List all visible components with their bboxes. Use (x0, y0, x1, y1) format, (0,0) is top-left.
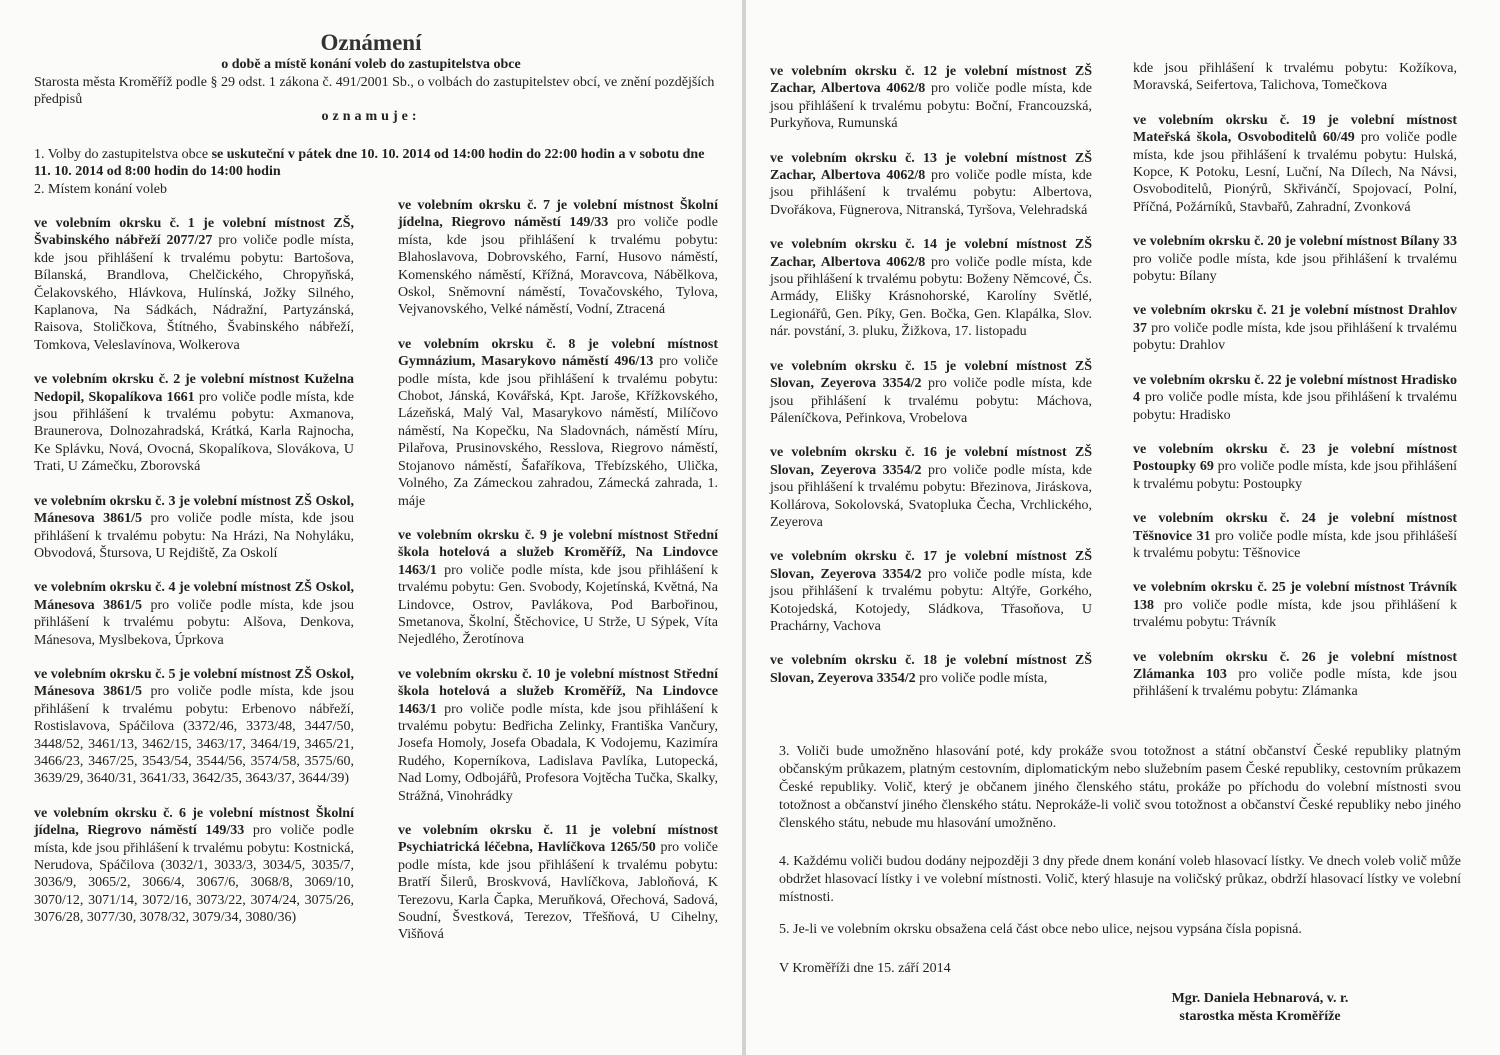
district-item (1133, 649, 1457, 701)
district-item (770, 236, 1092, 340)
document-date: V Kroměříži dne 15. září 2014 (779, 961, 951, 976)
district-head: ve volebním okrsku č. 16 je volební místnost ZŠ Slovan, Zeyerova 3354/2 (770, 445, 1092, 478)
district-head: ve volebním okrsku č. 23 je volební místnost Postoupky 69 (1133, 441, 1457, 475)
district-head: ve volebním okrsku č. 22 je volební místnost Hradisko 4 (1133, 372, 1457, 406)
district-body: pro voliče podle místa, kde jsou přihlášení k trvalému pobytu: Drahlov (1133, 320, 1457, 354)
point-1 (34, 146, 714, 181)
district-body: pro voliče podle místa, kde jsou přihlášeší k trvalému pobytu: Těšnovice (1133, 528, 1457, 561)
district-body: pro voliče podle místa, kde jsou přihlášení k trvalému pobytu: Bedřicha Zelinky, Františka Vančury, Josefa Homoly, Josefa Obadala, K Vodojemu, Kazimíra Rudého, Koperníkova, Ladislava Pavlíka, Lutopecká, Nad Lomy, Odbojářů, Profesora Vojtěcha Tučka, Skalky, Strážná, Vinohrádky (398, 701, 718, 804)
district-body: pro voliče podle místa, kde jsou přihlášení k trvalému pobytu: Albertova, Dvořákova, Fügnerova, Nitranská, Tyršova, Velehradská (770, 168, 1092, 218)
district-item (34, 371, 354, 475)
intro-text: Starosta města Kroměříž podle § 29 odst. 1 zákona č. 491/2001 Sb., o volbách do zastupitelstev obcí, ve znění pozdějších předpisů (34, 75, 715, 108)
district-body: pro voliče podle místa, kde jsou přihlášení k trvalému pobytu: Alšova, Denkova, Mánesova, Myslbekova, Úprkova (34, 597, 354, 648)
district-head: ve volebním okrsku č. 5 je volební místnost ZŠ Oskol, Mánesova 3861/5 (34, 666, 354, 700)
district-head: ve volebním okrsku č. 7 je volební místnost Školní jídelna, Riegrovo náměstí 149/33 (398, 198, 718, 231)
district-body: pro voliče podle místa, kde jsou přihlášení k trvalému pobytu: Hradisko (1133, 390, 1457, 423)
point-1-date: se uskuteční v pátek dne 10. 10. 2014 od 14:00 hodin do 22:00 hodin a v sobotu dne 11. 10. 2014 od 8:00 hodin do 14:00 hodin (34, 147, 705, 180)
column-2 (398, 197, 718, 944)
announce-heading: oznamuje: (321, 109, 421, 124)
district-head: ve volebním okrsku č. 24 je volební místnost Těšnovice 31 (1133, 511, 1457, 544)
district-head: ve volebním okrsku č. 12 je volební místnost ZŠ Zachar, Albertova 4062/8 (770, 64, 1092, 97)
district-item (770, 150, 1092, 220)
document-title: Oznámení (320, 30, 422, 55)
district-item (398, 336, 718, 510)
district-body: pro voliče podle místa, kde jsou přihlášení k trvalému pobytu: Erbenovo nábřeží, Rostislavova, Spáčilova (3372/46, 3373/48, 3447/50, 3448/52, 3461/13, 3462/15, 3463/17, 3464/19, 3465/21, 3466/23, 3467/25, 3543/54, 3544/56, 3574/58, 3575/60, 3639/29, 3640/31, 3641/33, 3642/35, 3643/37, 3644/39) (34, 684, 354, 787)
district-head: ve volebním okrsku č. 25 je volební místnost Trávník 138 (1133, 580, 1457, 613)
district-item (1133, 510, 1457, 562)
district-head: ve volebním okrsku č. 3 je volební místnost ZŠ Oskol, Mánesova 3861/5 (34, 493, 354, 527)
point-2: 2. Místem konání voleb (34, 182, 167, 197)
district-item (34, 579, 354, 649)
district-item (398, 197, 718, 319)
district-head: ve volebním okrsku č. 15 je volební místnost ZŠ Slovan, Zeyerova 3354/2 (770, 358, 1092, 392)
district-head: ve volebním okrsku č. 26 je volební místnost Zlámanka 103 (1133, 649, 1457, 682)
district-head: ve volebním okrsku č. 21 je volební místnost Drahlov 37 (1133, 303, 1457, 336)
district-item (770, 358, 1092, 428)
district-head: ve volebním okrsku č. 19 je volební místnost Mateřská škola, Osvoboditelů 60/49 (1133, 112, 1457, 146)
point-3: 3. Voliči bude umožněno hlasování poté, kdy prokáže svou totožnost a státní občanství České republiky platným občanským průkazem, platným cestovním, diplomatickým nebo služebním pasem České republiky, cestovním průkazem České republiky. Volič, který je občanem jiného členského státu, prokáže po příchodu do volební místnosti svou totožnost a občanství jiného členského státu. Neprokáže-li volič svou totožnost a občanství České republiky nebo jiného členského státu, nebude mu hlasování umožněno. (779, 744, 1461, 831)
district-head: ve volebním okrsku č. 10 je volební místnost Střední škola hotelová a služeb Kroměříž, Na Lindovce 1463/1 (398, 666, 718, 717)
district-continuation (1133, 60, 1457, 95)
district-item (1133, 233, 1457, 285)
district-body: pro voliče podle místa, kde jsou přihlášení k trvalému pobytu: Chobot, Jánská, Kovářská, Kpt. Jaroše, Křížkovského, Lázeňská, Malý Val, Masarykovo náměstí, Milíčovo náměstí, Na Kopečku, Na Sladovnách, náměstí Míru, Pilařova, Prusinovského, Resslova, Riegrovo náměstí, Stojanovo náměstí, Šafaříkova, Třebízského, Ulička, Volného, Za Zámeckou zahradou, Zámecká zahrada, 1. máje (398, 354, 719, 509)
district-head: ve volebním okrsku č. 9 je volební místnost Střední škola hotelová a služeb Kroměříž, Na Lindovce 1463/1 (398, 527, 718, 578)
district-head: ve volebním okrsku č. 11 je volební místnost Psychiatrická léčebna, Havlíčkova 1265/50 (398, 823, 718, 856)
district-item (1133, 112, 1457, 216)
document-subtitle: o době a místě konání voleb do zastupitelstva obce (221, 57, 521, 72)
district-item (770, 652, 1092, 687)
district-head: ve volebním okrsku č. 13 je volební místnost ZŠ Zachar, Albertova 4062/8 (770, 150, 1092, 184)
district-body: pro voliče podle místa, kde jsou přihlášení k trvalému pobytu: Blahoslavova, Dobrovského, Farní, Husovo náměstí, Komenského náměstí, Křížná, Moravcova, Nábělkova, Oskol, Sněmovní náměstí, Tovačovského, Tylova, Vejvanovského, Velké náměstí, Vodní, Ztracená (398, 215, 718, 318)
district-head: ve volebním okrsku č. 6 je volební místnost Školní jídelna, Riegrovo náměstí 149/33 (34, 805, 354, 839)
district-body: pro voliče podle místa, kde jsou přihlášení k trvalému pobytu: Na Hrázi, Na Nohyláku, Obvodová, Štursova, U Rejdiště, Za Oskolí (34, 511, 354, 561)
district-body: pro voliče podle místa, kde jsou přihlášení k trvalému pobytu: Březinova, Jiráskova, Kollárova, Sokolovská, Svatopluka Čecha, Vrchlického, Zeyerova (770, 462, 1092, 530)
signature-role: starostka města Kroměříže (1179, 1009, 1341, 1024)
district-body: pro voliče podle místa, kde jsou přihlášení k trvalému pobytu: Bílany (1133, 251, 1457, 285)
district-item (1133, 441, 1457, 493)
district-item (398, 666, 718, 805)
district-head: ve volebním okrsku č. 18 je volební místnost ZŠ Slovan, Zeyerova 3354/2 (770, 653, 1092, 686)
district-head: ve volebním okrsku č. 4 je volební místnost ZŠ Oskol, Mánesova 3861/5 (34, 580, 354, 613)
district-head: ve volebním okrsku č. 2 je volební místnost Kuželna Nedopil, Skopalíkova 1661 (34, 372, 354, 405)
column-1 (34, 215, 354, 927)
district-item (34, 215, 354, 354)
district-item (1133, 372, 1457, 424)
point-1-prefix: 1. Volby do zastupitelstva obce (34, 147, 212, 162)
district-body: pro voliče podle místa, kde jsou přihlášení k trvalému pobytu: Máchova, Páleníčkova, Peřinkova, Vrobelova (770, 376, 1092, 426)
district-item (770, 548, 1092, 635)
district-head: ve volebním okrsku č. 17 je volební místnost ZŠ Slovan, Zeyerova 3354/2 (770, 549, 1092, 582)
district-body: pro voliče podle místa, (915, 670, 1048, 686)
district-item (1133, 579, 1457, 631)
district-head: ve volebním okrsku č. 20 je volební místnost Bílany 33 (1133, 234, 1457, 250)
district-body: pro voliče podle místa, kde jsou přihlášení k trvalému pobytu: Postoupky (1133, 459, 1457, 492)
district-body: pro voliče podle místa, kde jsou přihlášení k trvalému pobytu: Hulská, Kopce, K Potoku, Lesní, Luční, Na Dílech, Na Návsi, Osvoboditelů, Pionýrů, Skřivánčí, Spojovací, Polní, Příčná, Požárníků, Stavbařů, Zahradní, Zvonková (1133, 130, 1457, 215)
district-head: ve volebním okrsku č. 8 je volební místnost Gymnázium, Masarykovo náměstí 496/13 (398, 336, 718, 370)
district-item (398, 527, 718, 649)
district-item (1133, 302, 1457, 354)
district-body: pro voliče podle místa, kde jsou přihlášení k trvalému pobytu: Gen. Svobody, Kojetínská, Květná, Na Lindovce, Ostrov, Pavlákova, Pod Barbořinou, Smetanova, Školní, Štěchovice, U Strže, U Sýpek, Víta Nejedlého, Žerotínova (398, 562, 718, 648)
point-5: 5. Je-li ve volebním okrsku obsažena celá část obce nebo ulice, nejsou vypsána čísla popisná. (779, 922, 1302, 937)
district-item (34, 493, 354, 563)
signature-block (1130, 990, 1390, 1026)
district-body: pro voliče podle místa, kde jsou přihlášení k trvalému pobytu: Axmanova, Braunerova, Dolnozahradská, Krátká, Karla Rajnocha, Ke Splávku, Nová, Ovocná, Skopalíkova, Slovákova, U Trati, U Zámečku, Zborovská (34, 389, 354, 475)
district-item (770, 444, 1092, 531)
signature-name: Mgr. Daniela Hebnarová, v. r. (1171, 991, 1349, 1006)
district-item (34, 666, 354, 788)
district-item (398, 822, 718, 944)
district-body: pro voliče podle místa, kde jsou přihlášení k trvalému pobytu: Boženy Němcové, Čs. Armády, Elišky Krásnohorské, Karolíny Světlé, Legionářů, Gen. Píky, Gen. Bočka, Gen. Klapálka, Slov. nár. povstání, 3. pluku, Žižkova, 17. listopadu (770, 254, 1092, 340)
district-body: pro voliče podle místa, kde jsou přihlášení k trvalému pobytu: Trávník (1133, 597, 1457, 631)
district-body: pro voliče podle místa, kde jsou přihlášení k trvalému pobytu: Kostnická, Nerudova, Spáčilova (3032/1, 3033/3, 3034/5, 3035/7, 3036/9, 3065/2, 3066/4, 3067/6, 3068/8, 3069/10, 3070/12, 3071/14, 3072/16, 3073/22, 3074/24, 3075/26, 3076/28, 3077/30, 3078/32, 3079/34, 3080/36) (34, 823, 354, 926)
district-head: ve volebním okrsku č. 1 je volební místnost ZŠ, Švabinského nábřeží 2077/27 (34, 216, 354, 249)
district-body: pro voliče podle místa, kde jsou přihlášení k trvalému pobytu: Bartošova, Bílanská, Brandlova, Chelčického, Chropyňská, Čelakovského, Hlávkova, Hulínská, Jožky Silného, Kaplanova, Na Sádkách, Nádražní, Partyzánská, Raisova, Stoličkova, Štítného, Švabinského nábřeží, Tomkova, Veleslavínova, Wolkerova (34, 233, 354, 353)
district-item (770, 63, 1092, 133)
point-4: 4. Každému voliči budou dodány nejpozději 3 dny přede dnem konání voleb hlasovací lístky. Ve dnech voleb volič může obdržet hlasovací lístky i ve volební místnosti. Volič, který hlasuje na voličský průkaz, obdrží hlasovací lístky ve volební místnosti. (779, 854, 1461, 905)
district-body: pro voliče podle místa, kde jsou přihlášení k trvalému pobytu: Boční, Francouzská, Purkyňova, Rumunská (770, 81, 1092, 132)
district-body: pro voliče podle místa, kde jsou přihlášení k trvalému pobytu: Zlámanka (1133, 666, 1457, 700)
column-3 (770, 63, 1092, 687)
column-4 (1133, 60, 1457, 701)
district-head: ve volebním okrsku č. 14 je volební místnost ZŠ Zachar, Albertova 4062/8 (770, 237, 1092, 270)
district-body: pro voliče podle místa, kde jsou přihlášení k trvalému pobytu: Bratří Šilerů, Broskvová, Havlíčkova, Jabloňová, K Terezovu, Karla Čapka, Meruňková, Ořechová, Sadová, Soudní, Švestková, Terezov, Třešňová, U Cihelny, Višňová (398, 840, 718, 943)
district-body: pro voliče podle místa, kde jsou přihlášení k trvalému pobytu: Altýře, Gorkého, Kotojedská, Kotojedy, Sládkova, Třasoňova, U Prachárny, Vachova (770, 566, 1092, 634)
district-body: kde jsou přihlášení k trvalému pobytu: Kožíkova, Moravská, Seifertova, Talichova, Tomečkova (1133, 61, 1457, 94)
district-item (34, 805, 354, 927)
